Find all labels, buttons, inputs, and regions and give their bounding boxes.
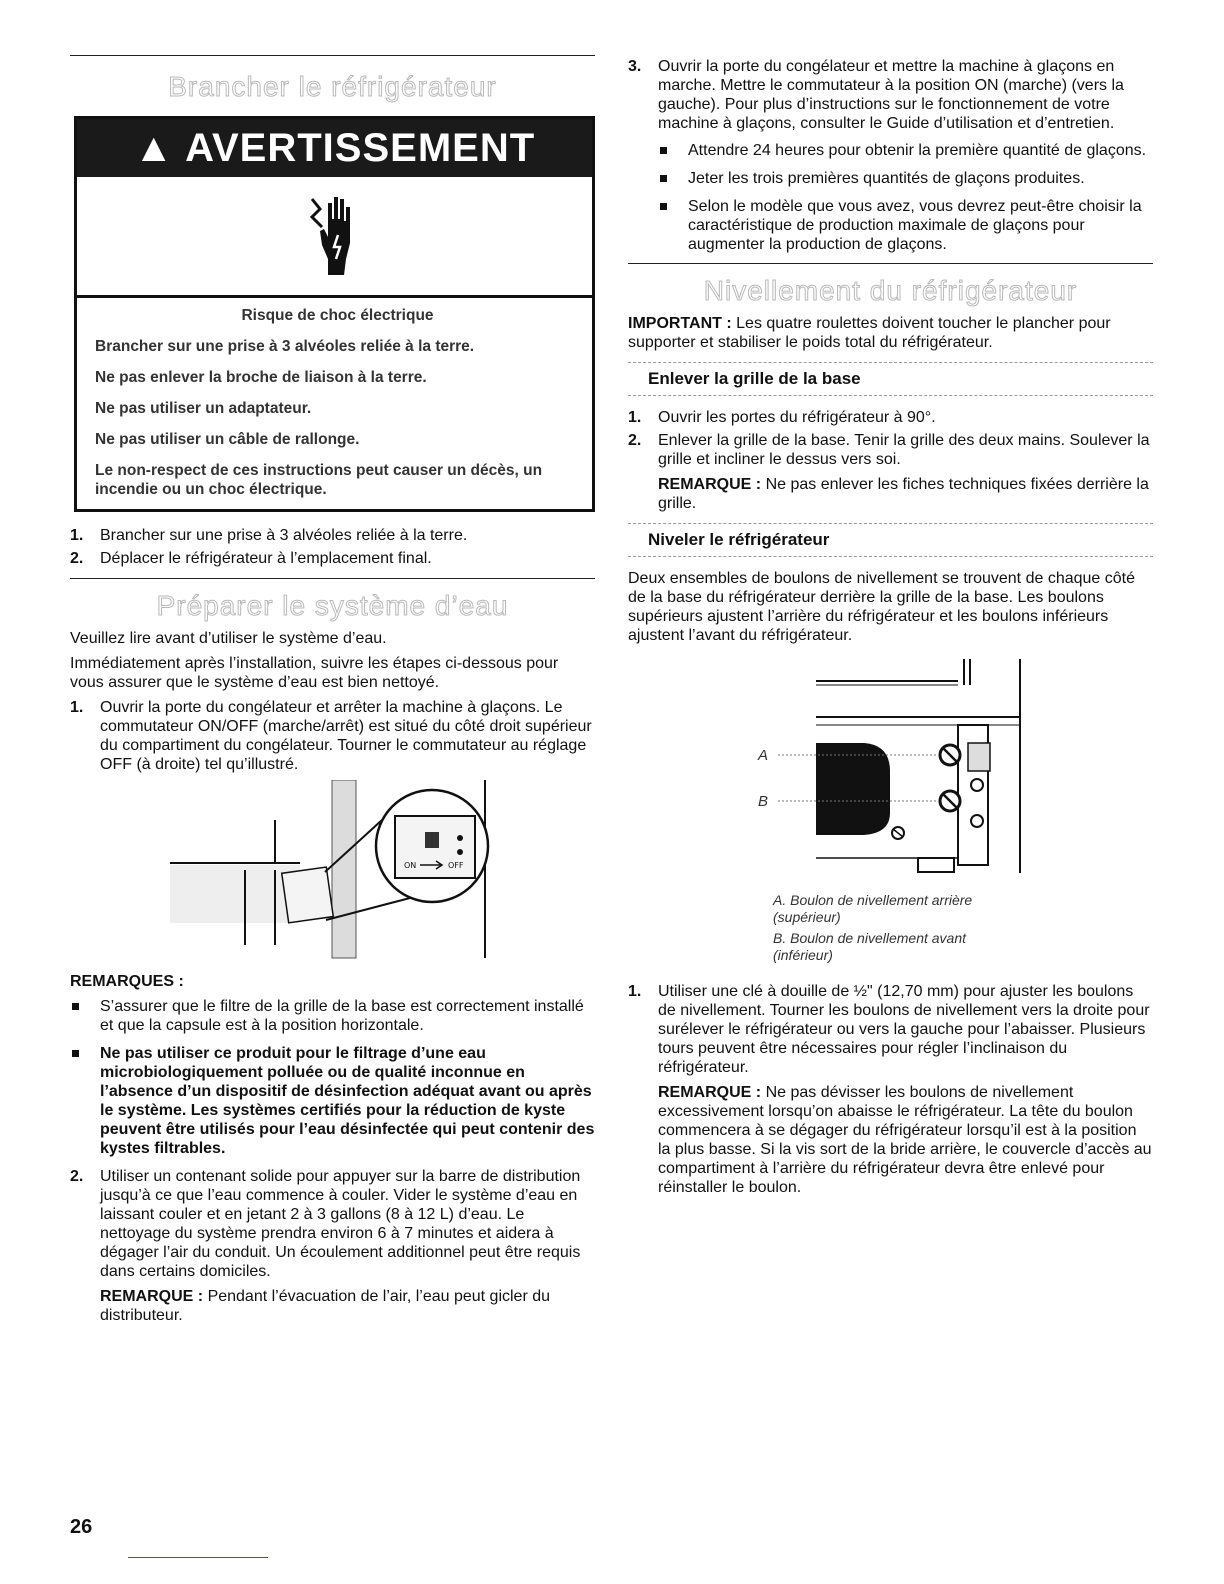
note [100, 1287, 595, 1325]
list-item [628, 408, 1153, 427]
step-text: Brancher sur une prise à 3 alvéoles reliée à la terre. [100, 527, 468, 544]
note-label: REMARQUE : [658, 1084, 762, 1101]
remarks-title: REMARQUES : [70, 973, 184, 990]
remark-text: Ne pas utiliser ce produit pour le filtrage d’une eau microbiologiquement polluée ou de qualité inconnue en l’absence d’un dispositif de désinfection adéquat avant ou après le système. Les systèmes certifiés pour la réduction de kyste peuvent être utilisés pour l’eau désinfectée qui peut contenir des kystes filtrables. [100, 1045, 595, 1157]
shock-hazard-area [77, 177, 592, 298]
note-text: Ne pas enlever les fiches techniques fixées derrière la grille. [658, 476, 1149, 512]
bullet-icon [660, 203, 667, 210]
remark-text: S’assurer que le filtre de la grille de la base est correctement installé et que la capsule est à la position horizontale. [100, 998, 584, 1034]
bullet-text: Attendre 24 heures pour obtenir la première quantité de glaçons. [688, 142, 1147, 159]
section-title-leveling: Nivellement du réfrigérateur [703, 275, 1078, 306]
step-text: Ouvrir la porte du congélateur et mettre la machine à glaçons en marche. Mettre le commutateur à la position ON (marche) (vers la gauche). Pour plus d’instructions sur le fonctionnement de votre machine à glaçons, consulter le Guide d’utilisation et d’entretien. [658, 58, 1124, 132]
connect-steps [70, 526, 595, 568]
list-item [628, 982, 1153, 1197]
caption-b: B. Boulon de nivellement avant (inférieur) [773, 930, 967, 963]
leveling-bolts-illustration [628, 653, 1153, 898]
bullet-icon [660, 175, 667, 182]
step-number: 1. [70, 699, 84, 716]
bullet-icon [660, 147, 667, 154]
important-note [628, 314, 1153, 352]
bullet-icon [72, 1003, 79, 1010]
bullet-text: Jeter les trois premières quantités de glaçons produites. [688, 170, 1085, 187]
note [658, 475, 1153, 513]
list-item [628, 431, 1153, 513]
step-number: 1. [628, 983, 642, 1000]
ice-maker-switch-illustration [70, 780, 595, 970]
grille-steps [628, 408, 1153, 513]
water-intro-1: Veuillez lire avant d’utiliser le système d’eau. [70, 630, 387, 647]
section-divider [70, 578, 595, 579]
figure-captions [773, 892, 1153, 964]
list-item [70, 698, 595, 774]
warning-box [74, 116, 595, 512]
footer-line [128, 1557, 268, 1558]
list-item [628, 57, 1153, 254]
section-divider [628, 263, 1153, 264]
remarks-list [70, 997, 595, 1158]
subsection-title: Niveler le réfrigérateur [648, 530, 830, 549]
important-label: IMPORTANT : [628, 315, 732, 332]
water-intro-2: Immédiatement après l’installation, suivre les étapes ci-dessous pour vous assurer que le système d’eau est bien nettoyé. [70, 655, 559, 691]
note-text: Ne pas dévisser les boulons de nivellement excessivement lorsqu’on abaisse le réfrigérateur. La tête du boulon commencera à se dégager du réfrigérateur lorsqu’il est à la position la plus basse. Si la vis sort de la bride arrière, le couvercle d’accès au compartiment à l’arrière du réfrigérateur devra être enlevé pour réinstaller le boulon. [658, 1084, 1152, 1196]
note-label: REMARQUE : [100, 1288, 204, 1305]
warning-text [77, 298, 592, 509]
step-text: Ouvrir les portes du réfrigérateur à 90°. [658, 409, 936, 426]
left-column [70, 55, 595, 1331]
warning-line: Brancher sur une prise à 3 alvéoles reliée à la terre. [95, 338, 475, 355]
warning-title: AVERTISSEMENT [185, 126, 536, 170]
warning-line: Le non-respect de ces instructions peut causer un décès, un incendie ou un choc électrique. [95, 462, 543, 498]
bullet-icon [72, 1050, 79, 1057]
warning-line: Ne pas utiliser un câble de rallonge. [95, 431, 360, 448]
step-number: 2. [70, 1168, 84, 1185]
step-text: Déplacer le réfrigérateur à l’emplacement final. [100, 550, 432, 567]
note [658, 1083, 1153, 1197]
step-text: Ouvrir la porte du congélateur et arrêter la machine à glaçons. Le commutateur ON/OFF (marche/arrêt) est situé du côté droit supérieur du compartiment du congélateur. Tourner le commutateur au réglage OFF (à droite) tel qu’illustré. [100, 699, 592, 773]
note-label: REMARQUE : [658, 476, 762, 493]
subsection-title: Enlever la grille de la base [648, 369, 861, 388]
section-title-brancher: Brancher le réfrigérateur [168, 71, 497, 102]
list-item [70, 1167, 595, 1325]
step-number: 2. [70, 550, 84, 567]
step-text: Utiliser une clé à douille de ½" (12,70 mm) pour ajuster les boulons de nivellement. Tourner les boulons de nivellement vers la droite pour surélever le réfrigérateur ou vers la gauche pour l’abaisser. Plusieurs tours peuvent être nécessaires pour régler l’inclinaison du réfrigérateur. [658, 983, 1150, 1076]
level-steps [628, 982, 1153, 1197]
icemaker-bullets [658, 141, 1153, 254]
water-steps-2 [70, 1167, 595, 1325]
list-item [658, 141, 1153, 160]
warning-triangle-icon: ▲ [133, 126, 175, 170]
warning-line: Ne pas enlever la broche de liaison à la terre. [95, 369, 427, 386]
subsection-header-level [628, 523, 1153, 557]
page-number: 26 [70, 1516, 93, 1538]
list-item [658, 197, 1153, 254]
step-text: Utiliser un contenant solide pour appuyer sur la barre de distribution jusqu’à ce que l’eau commence à couler. Vider le système d’eau en laissant couler et en jetant 2 à 3 gallons (8 à 12 L) d’eau. Le nettoyage du système prendra environ 6 à 7 minutes et aidera à dégager l’air du conduit. Un écoulement additionnel peut être requis dans certains domiciles. [100, 1168, 581, 1280]
list-item [70, 526, 595, 545]
important-text: Les quatre roulettes doivent toucher le plancher pour supporter et stabiliser le poids total du réfrigérateur. [628, 315, 1111, 351]
icemaker-steps [628, 57, 1153, 254]
subsection-header-grille [628, 362, 1153, 396]
electric-shock-hand-icon [300, 185, 370, 285]
note-text: Pendant l’évacuation de l’air, l’eau peut gicler du distributeur. [100, 1288, 551, 1324]
right-column [628, 55, 1153, 1203]
step-text: Enlever la grille de la base. Tenir la grille des deux mains. Soulever la grille et incliner le dessus vers soi. [658, 432, 1150, 468]
level-intro: Deux ensembles de boulons de nivellement se trouvent de chaque côté de la base du réfrigérateur derrière la grille de la base. Les boulons supérieurs ajustent l’arrière du réfrigérateur et les boulons inférieurs ajustent l’avant du réfrigérateur. [628, 570, 1135, 644]
caption-a: A. Boulon de nivellement arrière (supérieur) [773, 892, 973, 925]
switch-on-label: ON [404, 861, 417, 870]
list-item [70, 997, 595, 1035]
warning-header [77, 119, 592, 177]
water-steps [70, 698, 595, 774]
step-number: 2. [628, 432, 642, 449]
label-b: B [758, 793, 769, 810]
warning-line: Ne pas utiliser un adaptateur. [95, 400, 312, 417]
bullet-text: Selon le modèle que vous avez, vous devrez peut-être choisir la caractéristique de production maximale de glaçons pour augmenter la production de glaçons. [688, 198, 1142, 253]
step-number: 3. [628, 58, 642, 75]
list-item [70, 549, 595, 568]
switch-off-label: OFF [448, 861, 464, 870]
list-item [658, 169, 1153, 188]
list-item [70, 1044, 595, 1158]
label-a: A [758, 747, 769, 764]
step-number: 1. [70, 527, 84, 544]
section-title-water: Préparer le système d’eau [156, 590, 509, 621]
section-divider [70, 55, 595, 56]
step-number: 1. [628, 409, 642, 426]
warning-line: Risque de choc électrique [241, 307, 434, 324]
